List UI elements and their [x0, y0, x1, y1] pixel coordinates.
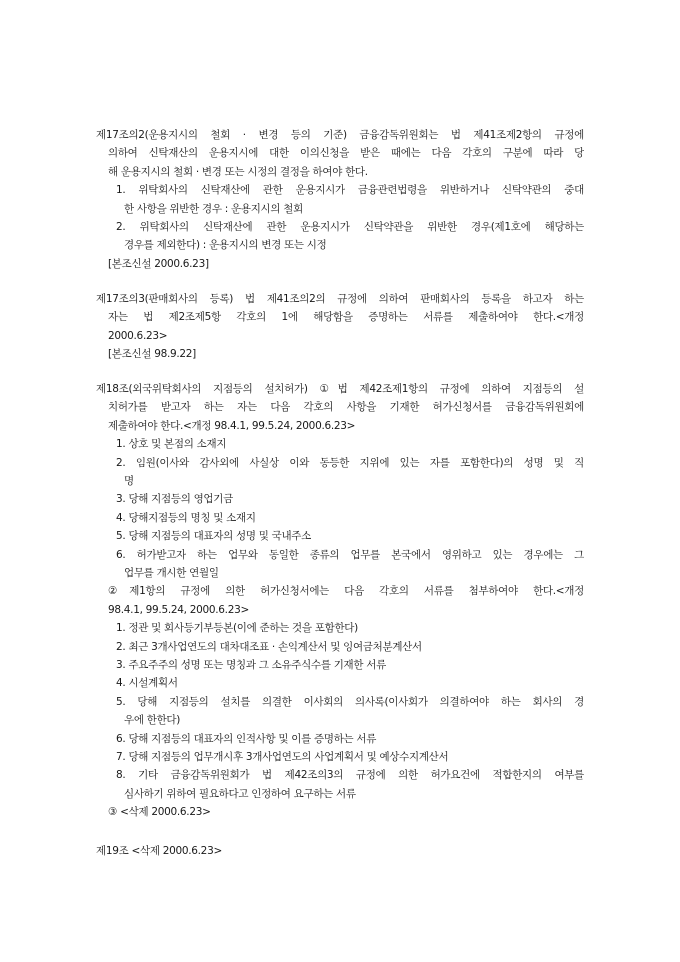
list-item: 4. 당해지점등의 명칭 및 소재지 [116, 511, 256, 524]
article-heading-line: 제18조(외국위탁회사의 지점등의 설치허가) ①법 제42조제1항의 규정에 의하여 지점등의 설 [96, 383, 584, 395]
paragraph-line: 치허가를 받고자 하는 자는 다음 각호의 사항을 기재한 허가신청서를 금융감독위원회에 [108, 401, 584, 414]
list-item: 1. 위탁회사의 신탁재산에 관한 운용지시가 금융관련법령을 위반하거나 신탁약관의 중대 [116, 184, 584, 197]
list-item: 2. 위탁회사의 신탁재산에 관한 운용지시가 신탁약관을 위반한 경우(제1호에 해당하는 [116, 220, 584, 233]
list-item: 1. 상호 및 본점의 소재지 [116, 438, 227, 451]
paragraph-line: 2000.6.23> [108, 329, 168, 342]
list-item: 7. 당해 지점등의 업무개시후 3개사업연도의 사업계획서 및 예상수지계산서 [116, 751, 449, 764]
list-item: 4. 시설계획서 [116, 677, 178, 690]
list-item-continuation: 우에 한한다) [124, 714, 181, 727]
paragraph-line: 해 운용지시의 철회 · 변경 또는 시정의 결정을 하여야 한다. [108, 165, 368, 178]
paragraph-line: 의하여 신탁재산의 운용지시에 대한 이의신청을 받은 때에는 다음 각호의 구분에 따라 당 [108, 147, 584, 160]
article-17-2 [96, 126, 584, 273]
list-item: 2. 임원(이사와 감사외에 사실상 이와 동등한 지위에 있는 자를 포함한다)의 성명 및 직 [116, 456, 584, 469]
amendment-note: [본조신설 98.9.22] [108, 348, 196, 361]
article-18 [96, 380, 584, 822]
list-item-continuation: 경우를 제외한다) : 운용지시의 변경 또는 시정 [124, 239, 327, 252]
paragraph-line: ②제1항의 규정에 의한 허가신청서에는 다음 각호의 서류를 첨부하여야 한다.<개정 [108, 585, 584, 598]
paragraph-line: 자는 법 제2조제5항 각호의 1에 해당함을 증명하는 서류를 제출하여야 한다.<개정 [108, 311, 584, 324]
article-heading-line: 제17조의2(운용지시의 철회 · 변경 등의 기준) 금융감독위원회는 법 제41조제2항의 규정에 [96, 129, 584, 141]
list-item-continuation: 심사하기 위하여 필요하다고 인정하여 요구하는 서류 [124, 787, 356, 800]
list-item: 8. 기타 금융감독위원회가 법 제42조의3의 규정에 의한 허가요건에 적합한지의 여부를 [116, 769, 584, 782]
article-17-3 [96, 290, 584, 364]
article-heading-line: 제19조 <삭제 2000.6.23> [96, 845, 222, 857]
list-item: 1. 정관 및 회사등기부등본(이에 준하는 것을 포함한다) [116, 622, 358, 635]
list-item: 5. 당해 지점등의 대표자의 성명 및 국내주소 [116, 530, 311, 543]
list-item-continuation: 명 [124, 474, 134, 487]
article-heading-line: 제17조의3(판매회사의 등록) 법 제41조의2의 규정에 의하여 판매회사의 등록을 하고자 하는 [96, 293, 584, 305]
article-19 [96, 842, 584, 860]
amendment-note: [본조신설 2000.6.23] [108, 257, 209, 270]
list-item: 6. 허가받고자 하는 업무와 동일한 종류의 업무를 본국에서 영위하고 있는 경우에는 그 [116, 548, 584, 561]
list-item: 2. 최근 3개사업연도의 대차대조표 · 손익계산서 및 잉여금처분계산서 [116, 640, 422, 653]
list-item-continuation: 업무를 개시한 연월일 [124, 567, 219, 579]
list-item: 3. 주요주주의 성명 또는 명칭과 그 소유주식수를 기재한 서류 [116, 659, 386, 672]
list-item: 6. 당해 지점등의 대표자의 인적사항 및 이를 증명하는 서류 [116, 732, 377, 745]
paragraph-line: 제출하여야 한다.<개정 98.4.1, 99.5.24, 2000.6.23> [108, 419, 356, 432]
paragraph-line: 98.4.1, 99.5.24, 2000.6.23> [108, 603, 249, 616]
list-item: 5. 당해 지점등의 설치를 의결한 이사회의 의사록(이사회가 의결하여야 하는 회사의 경 [116, 695, 584, 708]
paragraph-line: ③ <삭제 2000.6.23> [108, 806, 211, 819]
list-item: 3. 당해 지점등의 영업기금 [116, 493, 233, 506]
list-item-continuation: 한 사항을 위반한 경우 : 운용지시의 철회 [124, 202, 303, 215]
